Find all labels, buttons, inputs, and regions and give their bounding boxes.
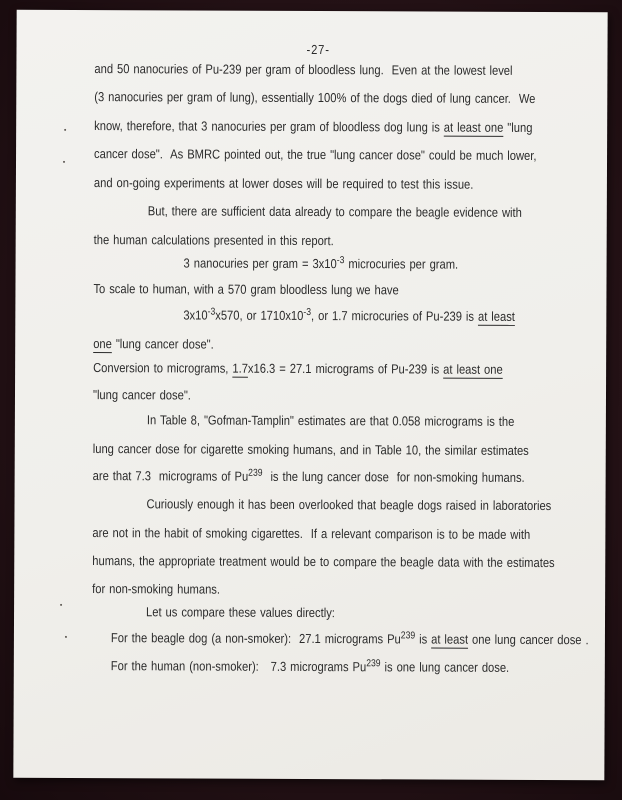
text-segment: know, therefore, that 3 nanocuries per gram of bloodless dog lung is — [94, 118, 444, 135]
superscript-text: -3 — [207, 306, 216, 318]
text-segment: for non-smoking humans. — [92, 581, 221, 597]
document-text — [17, 10, 608, 675]
text-segment: humans, the appropriate treatment would be to compare the beagle data with the estimates — [92, 553, 555, 571]
text-line — [94, 175, 474, 192]
underlined-text: at least one — [443, 119, 504, 135]
text-segment: "lung cancer dose". — [111, 336, 214, 352]
text-segment: the human calculations presented in this report. — [93, 232, 334, 249]
text-line — [92, 581, 220, 597]
text-line — [93, 281, 398, 297]
text-line — [111, 630, 589, 649]
text-segment: In Table 8, "Gofman-Tamplin" estimates are that 0.058 micrograms is the — [146, 412, 515, 429]
text-line — [93, 441, 529, 458]
text-segment: Conversion to micrograms, — [93, 360, 233, 376]
text-segment: Let us compare these values directly: — [146, 604, 335, 621]
superscript-text: 239 — [400, 630, 416, 642]
text-line — [94, 89, 535, 106]
ink-speck — [60, 604, 62, 606]
text-line — [183, 307, 515, 325]
text-segment: and 50 nanocuries of Pu-239 per gram of bloodless lung. Even at the lowest level — [94, 61, 513, 78]
text-line — [111, 658, 509, 677]
ink-speck — [65, 636, 67, 638]
text-segment: "lung cancer dose". — [92, 387, 191, 403]
text-segment: (3 nanocuries per gram of lung), essentially 100% of the dogs died of lung cancer. We — [94, 89, 536, 106]
text-line — [147, 412, 514, 429]
text-segment: But, there are sufficient data already to compare the beagle evidence with — [147, 203, 522, 220]
text-line — [146, 604, 335, 620]
text-segment: For the human (non-smoker): 7.3 micrograms Pu — [110, 658, 367, 675]
text-line — [92, 525, 530, 542]
text-segment: lung cancer dose for cigarette smoking humans, and in Table 10, the similar estimates — [92, 441, 529, 458]
text-segment: 3x10 — [183, 307, 208, 323]
document-page — [13, 10, 607, 781]
underlined-text: at least — [431, 631, 469, 647]
text-segment: "lung — [503, 119, 533, 135]
underlined-text: at least — [477, 308, 515, 324]
text-segment: For the beagle dog (a non-smoker): 27.1 micrograms Pu — [110, 630, 401, 647]
text-line — [93, 336, 214, 352]
text-segment: microcuries per gram. — [344, 256, 459, 272]
text-segment: Curiously enough it has been overlooked that beagle dogs raised in laboratories — [146, 496, 552, 514]
text-line — [94, 146, 536, 163]
text-segment: are not in the habit of smoking cigarettes. If a relevant comparison is to be made with — [92, 525, 531, 542]
text-line — [94, 61, 512, 78]
superscript-text: 239 — [248, 467, 263, 479]
text-line — [148, 203, 522, 220]
text-segment: is the lung cancer dose for non-smoking humans. — [262, 468, 525, 485]
text-segment: cancer dose". As BMRC pointed out, the true "lung cancer dose" could be much lower, — [94, 146, 537, 163]
text-segment: 3 nanocuries per gram = 3x10 — [183, 255, 337, 272]
text-line — [94, 118, 532, 135]
text-segment: and on-going experiments at lower doses will be required to test this issue. — [93, 175, 474, 192]
ink-speck — [64, 129, 66, 131]
text-segment: x16.3 = 27.1 micrograms of Pu-239 is — [247, 360, 444, 377]
underlined-text: at least one — [443, 361, 503, 377]
text-line — [93, 387, 191, 402]
text-segment: is — [415, 631, 432, 647]
text-segment: are that 7.3 micrograms of Pu — [92, 468, 249, 484]
underlined-text: one — [93, 336, 112, 352]
text-line — [184, 255, 459, 273]
text-segment: , or 1.7 microcuries of Pu-239 is — [311, 308, 479, 324]
text-segment: one lung cancer dose . — [468, 631, 589, 648]
ink-speck — [63, 161, 65, 163]
superscript-text: 239 — [366, 658, 381, 670]
text-line — [92, 553, 554, 570]
text-segment: To scale to human, with a 570 gram bloodless lung we have — [93, 281, 399, 298]
superscript-text: -3 — [336, 255, 345, 267]
text-line — [146, 496, 551, 513]
text-segment: x570, or 1710x10 — [215, 307, 304, 323]
text-line — [93, 468, 525, 487]
text-line — [94, 232, 334, 248]
underlined-text: 1.7 — [232, 360, 248, 376]
text-line — [93, 360, 503, 377]
text-segment: is one lung cancer dose. — [380, 659, 510, 675]
superscript-text: -3 — [303, 306, 312, 319]
page-number: -27- — [306, 41, 330, 58]
